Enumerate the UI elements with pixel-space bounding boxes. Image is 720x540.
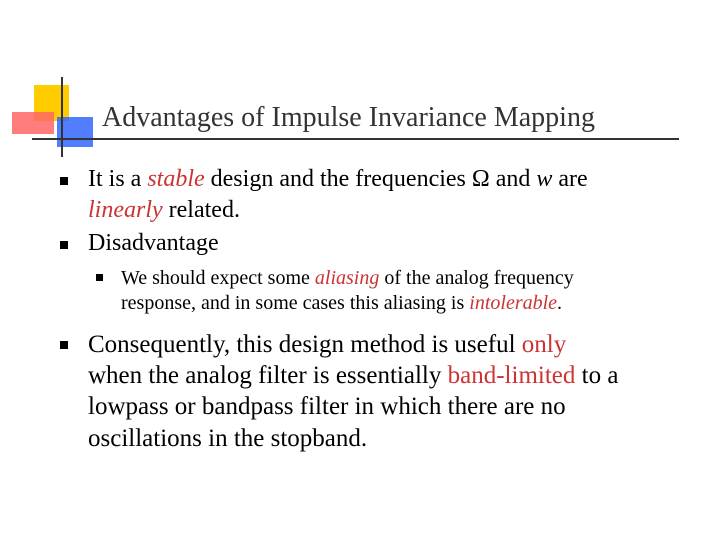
emphasis-stable: stable (147, 166, 205, 192)
sub-bullet-square-icon (96, 274, 103, 281)
bullet-1-line-1: It is a stable design and the frequencies Ω and w are (88, 166, 588, 192)
bullet-2-text: Disadvantage (88, 230, 219, 256)
emphasis-linearly: linearly (88, 197, 163, 223)
decor-vertical-line (61, 77, 63, 157)
bullet-square-icon (60, 241, 68, 249)
sub-bullet-line-2: response, and in some cases this aliasing is intolerable. (121, 292, 563, 314)
title-underline (32, 138, 679, 140)
bullet-3-line-1: Consequently, this design method is useful only (88, 331, 567, 358)
bullet-1-line-2: linearly related. (88, 197, 240, 223)
bullet-square-icon (60, 177, 68, 185)
symbol-w: w (536, 166, 553, 192)
emphasis-aliasing: aliasing (314, 267, 380, 289)
bullet-3-line-2: when the analog filter is essentially band-limited to a (88, 362, 619, 389)
emphasis-only: only (521, 331, 567, 358)
bullet-3-line-3: lowpass or bandpass filter in which there are no (88, 393, 566, 420)
slide-title: Advantages of Impulse Invariance Mapping (102, 102, 595, 133)
emphasis-band-limited: band-limited (447, 362, 576, 389)
bullet-square-icon (60, 341, 68, 349)
emphasis-intolerable: intolerable (469, 292, 558, 314)
decor-red-square (12, 112, 54, 134)
sub-bullet-line-1: We should expect some aliasing of the analog frequency (121, 267, 574, 289)
bullet-3-line-4: oscillations in the stopband. (88, 425, 368, 452)
